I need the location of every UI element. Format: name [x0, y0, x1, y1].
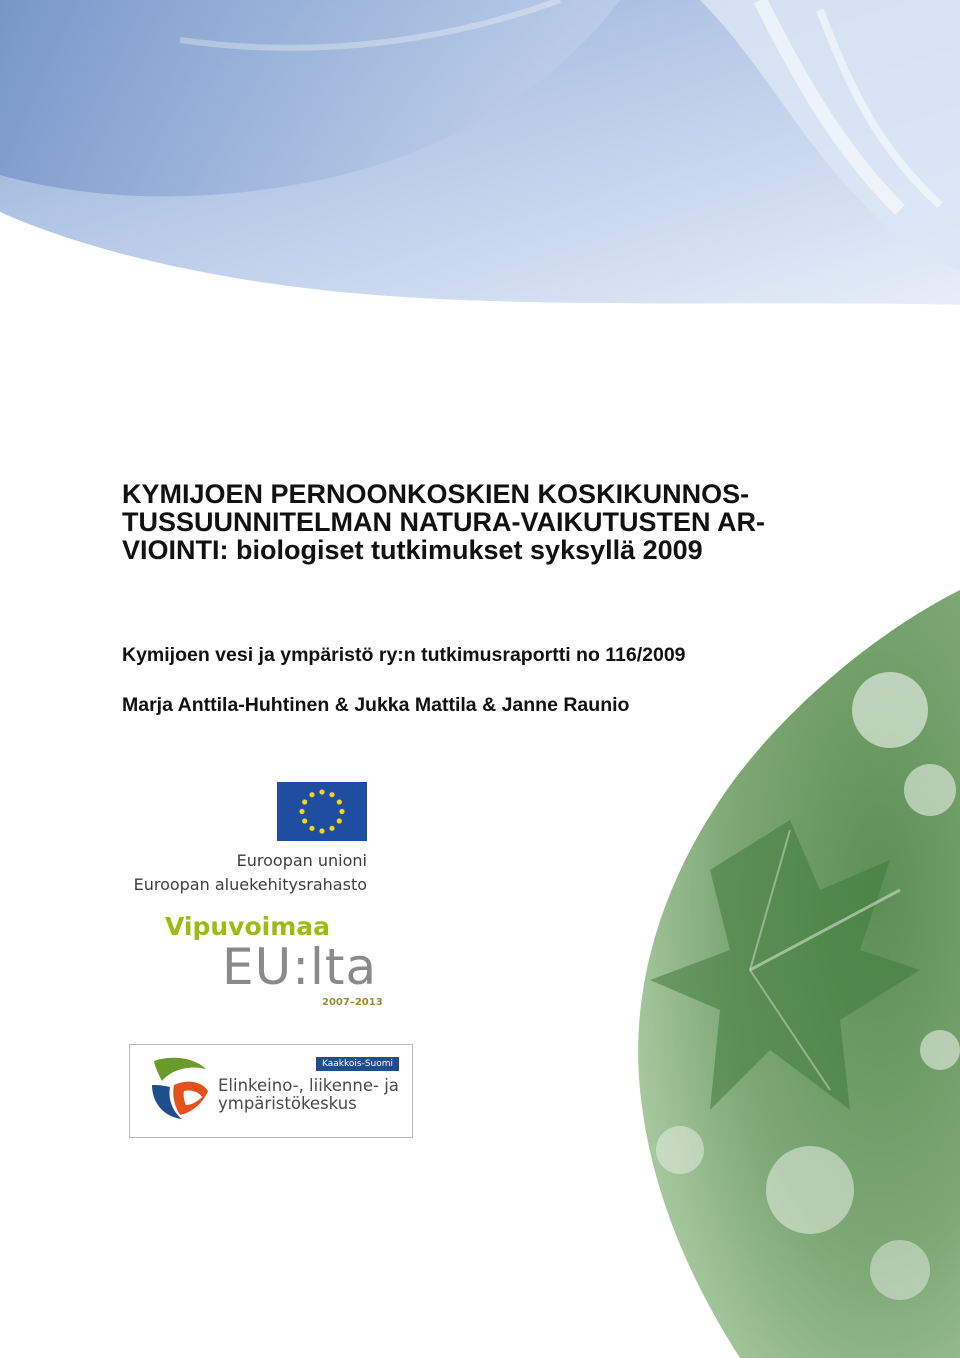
- vipuvoimaa-eu-text: EU:lta: [222, 938, 378, 996]
- ely-logo-box: [129, 1044, 413, 1138]
- eu-fund-label: Euroopan aluekehitysrahasto: [133, 875, 367, 894]
- header-water-artwork: [0, 0, 960, 320]
- title-line-3: VIOINTI: biologiset tutkimukset syksyllä 2009: [122, 535, 703, 565]
- title-line-2: TUSSUUNNITELMAN NATURA-VAIKUTUSTEN AR-: [122, 507, 765, 537]
- ely-region-tag: Kaakkois-Suomi: [316, 1057, 399, 1071]
- vipuvoimaa-years: 2007–2013: [322, 997, 383, 1008]
- authors: Marja Anttila-Huhtinen & Jukka Mattila & Janne Raunio: [122, 694, 630, 716]
- ely-emblem-icon: [150, 1055, 210, 1121]
- eu-flag-icon: [277, 782, 367, 841]
- eu-union-label: Euroopan unioni: [236, 851, 367, 870]
- title-line-1: KYMIJOEN PERNOONKOSKIEN KOSKIKUNNOS-: [122, 479, 750, 509]
- ely-name: [218, 1077, 408, 1113]
- ely-name-line-1: Elinkeino-, liikenne- ja: [218, 1076, 399, 1095]
- vipuvoimaa-headline: Vipuvoimaa: [165, 912, 331, 941]
- report-series: Kymijoen vesi ja ympäristö ry:n tutkimusraportti no 116/2009: [122, 644, 686, 666]
- document-title: [122, 480, 882, 564]
- ely-name-line-2: ympäristökeskus: [218, 1094, 357, 1113]
